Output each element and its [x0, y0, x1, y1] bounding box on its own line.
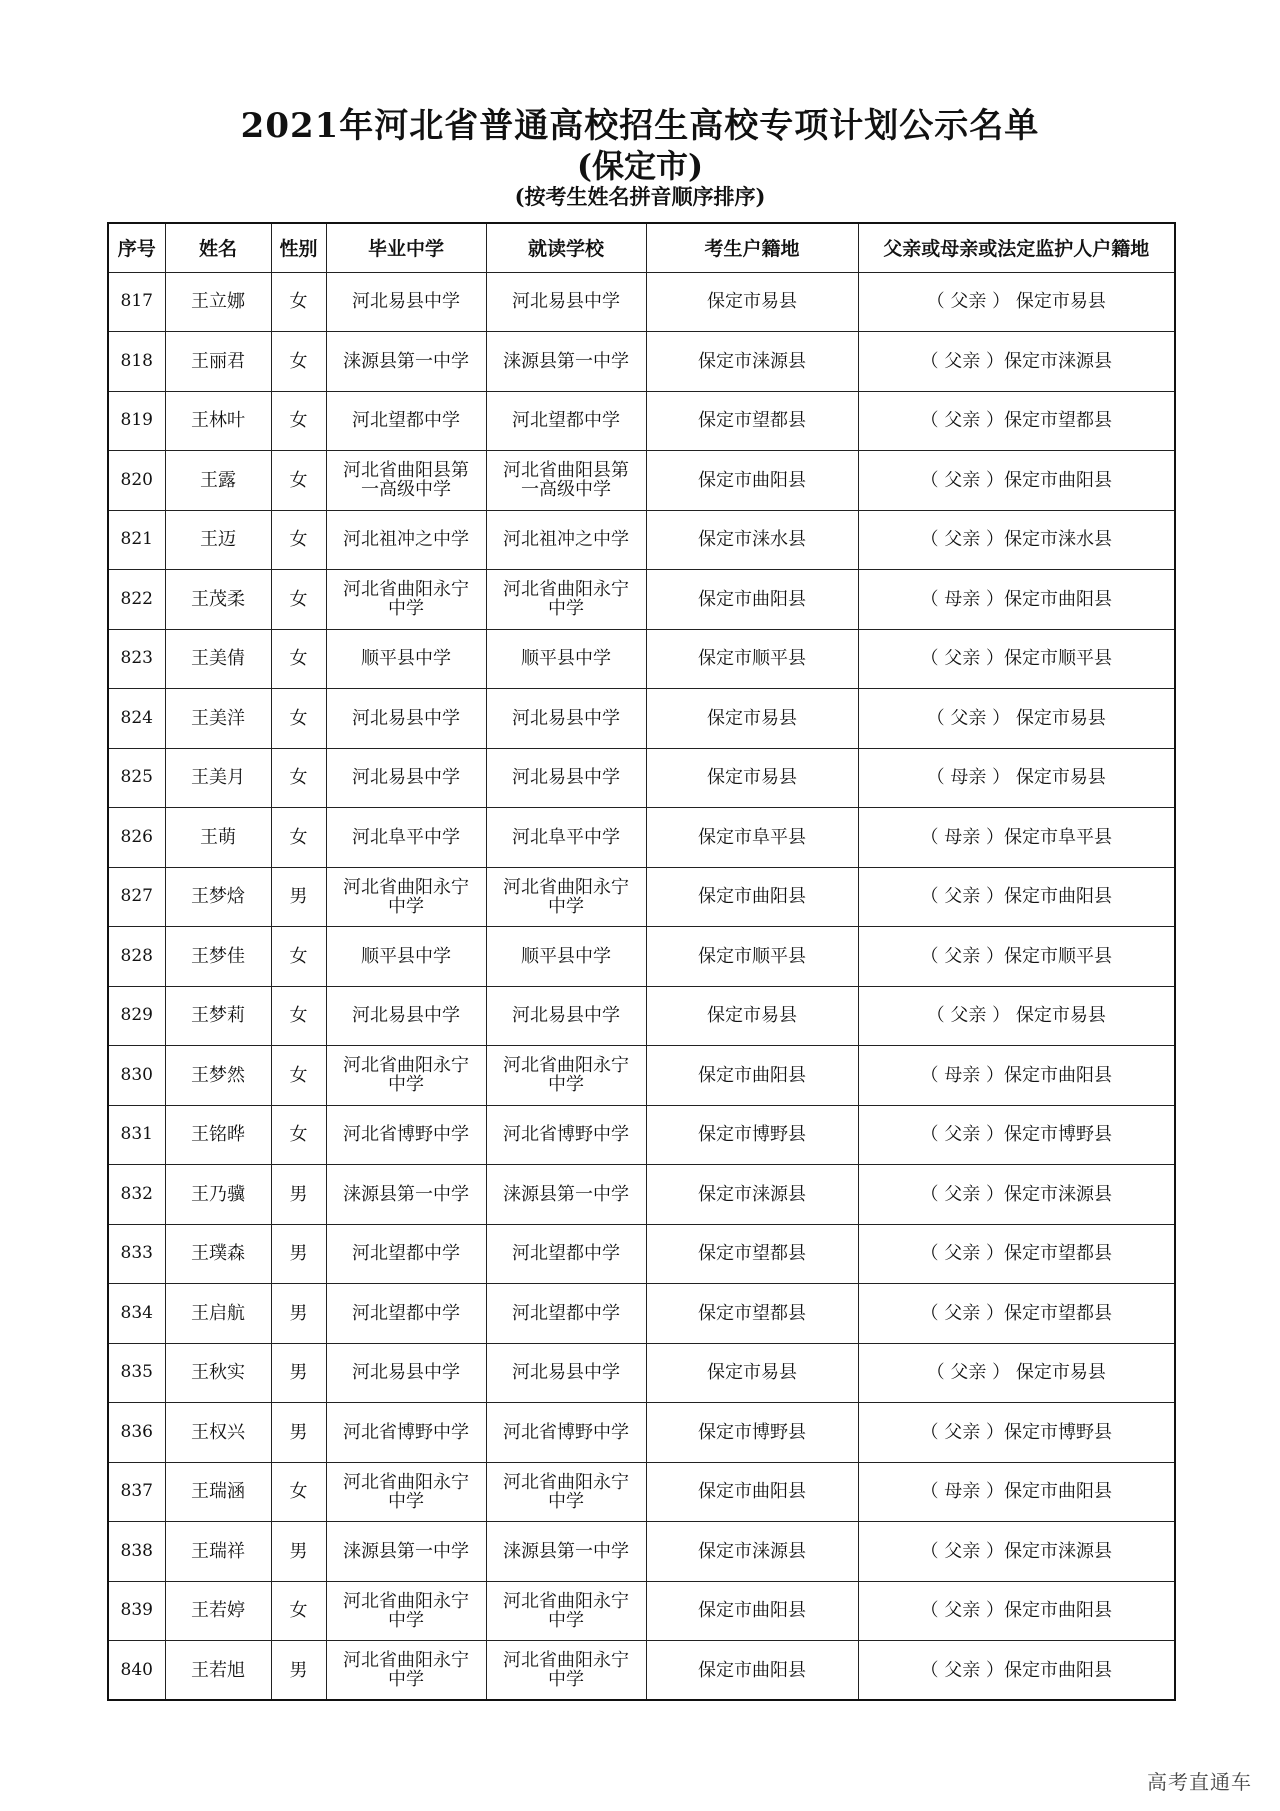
cell-guardian-hukou: （ 母亲 ）保定市阜平县	[858, 808, 1175, 868]
table-row	[108, 1403, 1175, 1463]
header-guardian-hukou: 父亲或母亲或法定监护人户籍地	[858, 223, 1175, 272]
table-row	[108, 1105, 1175, 1165]
cell-gender: 男	[271, 1224, 326, 1284]
cell-name: 王若旭	[165, 1641, 271, 1701]
table-row	[108, 867, 1175, 927]
cell-name: 王美洋	[165, 689, 271, 749]
cell-student-hukou: 保定市曲阳县	[646, 1581, 858, 1641]
cell-student-hukou: 保定市曲阳县	[646, 451, 858, 511]
cell-seq: 837	[108, 1462, 165, 1522]
cell-seq: 826	[108, 808, 165, 868]
table-header-row	[108, 223, 1175, 272]
cell-graduated-school: 河北望都中学	[326, 391, 486, 451]
cell-seq: 818	[108, 332, 165, 392]
cell-guardian-hukou: （ 父亲 ）保定市博野县	[858, 1403, 1175, 1463]
cell-seq: 820	[108, 451, 165, 511]
cell-current-school: 河北望都中学	[486, 391, 646, 451]
cell-graduated-school: 河北省曲阳永宁中学	[326, 1641, 486, 1701]
cell-seq: 831	[108, 1105, 165, 1165]
cell-current-school: 河北省博野中学	[486, 1105, 646, 1165]
cell-gender: 女	[271, 1105, 326, 1165]
cell-guardian-hukou: （ 父亲 ）保定市望都县	[858, 391, 1175, 451]
cell-graduated-school: 涞源县第一中学	[326, 1165, 486, 1225]
cell-graduated-school: 河北望都中学	[326, 1284, 486, 1344]
table-row	[108, 1284, 1175, 1344]
table-row	[108, 1343, 1175, 1403]
cell-seq: 830	[108, 1046, 165, 1106]
cell-guardian-hukou: （ 父亲 ） 保定市易县	[858, 986, 1175, 1046]
cell-guardian-hukou: （ 父亲 ） 保定市易县	[858, 689, 1175, 749]
cell-graduated-school: 河北易县中学	[326, 1343, 486, 1403]
cell-name: 王茂柔	[165, 570, 271, 630]
cell-seq: 825	[108, 748, 165, 808]
cell-student-hukou: 保定市望都县	[646, 1224, 858, 1284]
cell-current-school: 顺平县中学	[486, 927, 646, 987]
cell-name: 王立娜	[165, 272, 271, 332]
cell-gender: 男	[271, 867, 326, 927]
cell-current-school: 河北省曲阳永宁中学	[486, 1581, 646, 1641]
cell-student-hukou: 保定市曲阳县	[646, 1462, 858, 1522]
cell-guardian-hukou: （ 父亲 ）保定市曲阳县	[858, 867, 1175, 927]
cell-guardian-hukou: （ 父亲 ）保定市涞源县	[858, 1165, 1175, 1225]
cell-current-school: 河北省曲阳永宁中学	[486, 1462, 646, 1522]
cell-graduated-school: 河北省曲阳永宁中学	[326, 867, 486, 927]
header-student-hukou: 考生户籍地	[646, 223, 858, 272]
header-graduated-school: 毕业中学	[326, 223, 486, 272]
table-row	[108, 451, 1175, 511]
table-row	[108, 629, 1175, 689]
cell-current-school: 河北省曲阳永宁中学	[486, 1046, 646, 1106]
cell-student-hukou: 保定市易县	[646, 986, 858, 1046]
cell-gender: 男	[271, 1343, 326, 1403]
table-row	[108, 1522, 1175, 1582]
cell-current-school: 河北易县中学	[486, 986, 646, 1046]
cell-current-school: 顺平县中学	[486, 629, 646, 689]
cell-guardian-hukou: （ 父亲 ）保定市望都县	[858, 1284, 1175, 1344]
cell-seq: 821	[108, 510, 165, 570]
cell-current-school: 河北阜平中学	[486, 808, 646, 868]
cell-graduated-school: 涞源县第一中学	[326, 1522, 486, 1582]
cell-graduated-school: 河北易县中学	[326, 748, 486, 808]
cell-graduated-school: 河北易县中学	[326, 689, 486, 749]
cell-name: 王萌	[165, 808, 271, 868]
cell-name: 王瑞祥	[165, 1522, 271, 1582]
cell-guardian-hukou: （ 父亲 ）保定市望都县	[858, 1224, 1175, 1284]
cell-gender: 女	[271, 332, 326, 392]
table-row	[108, 1165, 1175, 1225]
cell-name: 王权兴	[165, 1403, 271, 1463]
cell-name: 王启航	[165, 1284, 271, 1344]
sort-note: (按考生姓名拼音顺序排序)	[514, 184, 766, 209]
cell-gender: 女	[271, 391, 326, 451]
cell-gender: 女	[271, 1462, 326, 1522]
cell-guardian-hukou: （ 父亲 ） 保定市易县	[858, 1343, 1175, 1403]
cell-gender: 女	[271, 272, 326, 332]
cell-name: 王瑞涵	[165, 1462, 271, 1522]
cell-graduated-school: 河北省曲阳永宁中学	[326, 1581, 486, 1641]
cell-student-hukou: 保定市阜平县	[646, 808, 858, 868]
cell-name: 王梦莉	[165, 986, 271, 1046]
cell-name: 王秋实	[165, 1343, 271, 1403]
cell-gender: 女	[271, 1581, 326, 1641]
cell-gender: 女	[271, 570, 326, 630]
table-row	[108, 272, 1175, 332]
cell-seq: 832	[108, 1165, 165, 1225]
cell-seq: 839	[108, 1581, 165, 1641]
cell-current-school: 河北省博野中学	[486, 1403, 646, 1463]
document-title: 2021年河北省普通高校招生高校专项计划公示名单	[240, 106, 1040, 146]
cell-guardian-hukou: （ 母亲 ）保定市曲阳县	[858, 1046, 1175, 1106]
header-name: 姓名	[165, 223, 271, 272]
cell-gender: 女	[271, 510, 326, 570]
cell-current-school: 河北省曲阳永宁中学	[486, 570, 646, 630]
cell-seq: 828	[108, 927, 165, 987]
cell-graduated-school: 河北省曲阳县第一高级中学	[326, 451, 486, 511]
cell-current-school: 涞源县第一中学	[486, 332, 646, 392]
cell-guardian-hukou: （ 父亲 ）保定市涞源县	[858, 332, 1175, 392]
table-row	[108, 1224, 1175, 1284]
table-row	[108, 1581, 1175, 1641]
roster-table	[107, 222, 1176, 1701]
cell-student-hukou: 保定市望都县	[646, 1284, 858, 1344]
cell-graduated-school: 河北省曲阳永宁中学	[326, 570, 486, 630]
cell-student-hukou: 保定市易县	[646, 1343, 858, 1403]
cell-graduated-school: 顺平县中学	[326, 629, 486, 689]
cell-graduated-school: 河北省曲阳永宁中学	[326, 1462, 486, 1522]
cell-gender: 男	[271, 1165, 326, 1225]
cell-gender: 男	[271, 1641, 326, 1701]
cell-gender: 女	[271, 748, 326, 808]
table-row	[108, 332, 1175, 392]
cell-student-hukou: 保定市易县	[646, 748, 858, 808]
cell-gender: 女	[271, 451, 326, 511]
cell-seq: 817	[108, 272, 165, 332]
table-row	[108, 570, 1175, 630]
cell-gender: 女	[271, 1046, 326, 1106]
table-row	[108, 689, 1175, 749]
cell-student-hukou: 保定市易县	[646, 272, 858, 332]
cell-student-hukou: 保定市曲阳县	[646, 1641, 858, 1701]
cell-guardian-hukou: （ 母亲 ）保定市曲阳县	[858, 570, 1175, 630]
cell-student-hukou: 保定市涞源县	[646, 332, 858, 392]
cell-gender: 女	[271, 689, 326, 749]
cell-guardian-hukou: （ 父亲 ）保定市曲阳县	[858, 1581, 1175, 1641]
cell-guardian-hukou: （ 父亲 ）保定市博野县	[858, 1105, 1175, 1165]
cell-name: 王丽君	[165, 332, 271, 392]
cell-name: 王美倩	[165, 629, 271, 689]
table-row	[108, 1462, 1175, 1522]
cell-graduated-school: 河北易县中学	[326, 272, 486, 332]
cell-graduated-school: 涞源县第一中学	[326, 332, 486, 392]
cell-student-hukou: 保定市涞源县	[646, 1522, 858, 1582]
cell-seq: 823	[108, 629, 165, 689]
cell-seq: 835	[108, 1343, 165, 1403]
cell-seq: 824	[108, 689, 165, 749]
cell-name: 王迈	[165, 510, 271, 570]
cell-guardian-hukou: （ 父亲 ）保定市顺平县	[858, 927, 1175, 987]
table-row	[108, 808, 1175, 868]
cell-student-hukou: 保定市博野县	[646, 1105, 858, 1165]
cell-name: 王林叶	[165, 391, 271, 451]
cell-student-hukou: 保定市曲阳县	[646, 867, 858, 927]
table-body	[108, 272, 1175, 1700]
cell-current-school: 涞源县第一中学	[486, 1522, 646, 1582]
table-row	[108, 1046, 1175, 1106]
cell-seq: 838	[108, 1522, 165, 1582]
header-gender: 性别	[271, 223, 326, 272]
cell-student-hukou: 保定市曲阳县	[646, 1046, 858, 1106]
cell-name: 王铭晔	[165, 1105, 271, 1165]
cell-gender: 男	[271, 1284, 326, 1344]
cell-seq: 819	[108, 391, 165, 451]
cell-current-school: 河北祖冲之中学	[486, 510, 646, 570]
cell-guardian-hukou: （ 父亲 ）保定市顺平县	[858, 629, 1175, 689]
header-seq: 序号	[108, 223, 165, 272]
cell-current-school: 河北易县中学	[486, 1343, 646, 1403]
cell-name: 王梦佳	[165, 927, 271, 987]
cell-student-hukou: 保定市望都县	[646, 391, 858, 451]
table-row	[108, 986, 1175, 1046]
cell-gender: 女	[271, 927, 326, 987]
table-row	[108, 927, 1175, 987]
table-row	[108, 391, 1175, 451]
cell-guardian-hukou: （ 母亲 ） 保定市易县	[858, 748, 1175, 808]
cell-gender: 女	[271, 629, 326, 689]
cell-name: 王露	[165, 451, 271, 511]
cell-guardian-hukou: （ 父亲 ）保定市涞源县	[858, 1522, 1175, 1582]
cell-gender: 女	[271, 986, 326, 1046]
header-current-school: 就读学校	[486, 223, 646, 272]
cell-current-school: 涞源县第一中学	[486, 1165, 646, 1225]
cell-graduated-school: 河北望都中学	[326, 1224, 486, 1284]
cell-current-school: 河北易县中学	[486, 272, 646, 332]
cell-student-hukou: 保定市曲阳县	[646, 570, 858, 630]
cell-name: 王梦然	[165, 1046, 271, 1106]
cell-name: 王美月	[165, 748, 271, 808]
cell-seq: 827	[108, 867, 165, 927]
cell-current-school: 河北易县中学	[486, 748, 646, 808]
cell-guardian-hukou: （ 父亲 ）保定市涞水县	[858, 510, 1175, 570]
cell-name: 王梦焓	[165, 867, 271, 927]
watermark: 高考直通车	[1147, 1770, 1252, 1794]
cell-student-hukou: 保定市易县	[646, 689, 858, 749]
cell-current-school: 河北望都中学	[486, 1224, 646, 1284]
cell-graduated-school: 河北省曲阳永宁中学	[326, 1046, 486, 1106]
cell-graduated-school: 河北易县中学	[326, 986, 486, 1046]
cell-seq: 834	[108, 1284, 165, 1344]
cell-name: 王若婷	[165, 1581, 271, 1641]
cell-graduated-school: 顺平县中学	[326, 927, 486, 987]
cell-student-hukou: 保定市顺平县	[646, 927, 858, 987]
cell-seq: 829	[108, 986, 165, 1046]
table-row	[108, 1641, 1175, 1701]
document-subtitle: (保定市)	[576, 147, 704, 185]
cell-graduated-school: 河北祖冲之中学	[326, 510, 486, 570]
cell-student-hukou: 保定市涞水县	[646, 510, 858, 570]
cell-graduated-school: 河北阜平中学	[326, 808, 486, 868]
cell-student-hukou: 保定市博野县	[646, 1403, 858, 1463]
cell-student-hukou: 保定市顺平县	[646, 629, 858, 689]
cell-current-school: 河北省曲阳永宁中学	[486, 867, 646, 927]
table-row	[108, 510, 1175, 570]
cell-name: 王乃骥	[165, 1165, 271, 1225]
cell-guardian-hukou: （ 父亲 ）保定市曲阳县	[858, 451, 1175, 511]
cell-name: 王璞森	[165, 1224, 271, 1284]
cell-gender: 男	[271, 1522, 326, 1582]
cell-guardian-hukou: （ 母亲 ）保定市曲阳县	[858, 1462, 1175, 1522]
cell-student-hukou: 保定市涞源县	[646, 1165, 858, 1225]
cell-seq: 833	[108, 1224, 165, 1284]
cell-graduated-school: 河北省博野中学	[326, 1403, 486, 1463]
table-row	[108, 748, 1175, 808]
cell-seq: 822	[108, 570, 165, 630]
cell-seq: 840	[108, 1641, 165, 1701]
cell-graduated-school: 河北省博野中学	[326, 1105, 486, 1165]
cell-current-school: 河北易县中学	[486, 689, 646, 749]
cell-gender: 女	[271, 808, 326, 868]
cell-guardian-hukou: （ 父亲 ）保定市曲阳县	[858, 1641, 1175, 1701]
cell-guardian-hukou: （ 父亲 ） 保定市易县	[858, 272, 1175, 332]
cell-gender: 男	[271, 1403, 326, 1463]
cell-current-school: 河北省曲阳永宁中学	[486, 1641, 646, 1701]
cell-current-school: 河北省曲阳县第一高级中学	[486, 451, 646, 511]
cell-seq: 836	[108, 1403, 165, 1463]
cell-current-school: 河北望都中学	[486, 1284, 646, 1344]
